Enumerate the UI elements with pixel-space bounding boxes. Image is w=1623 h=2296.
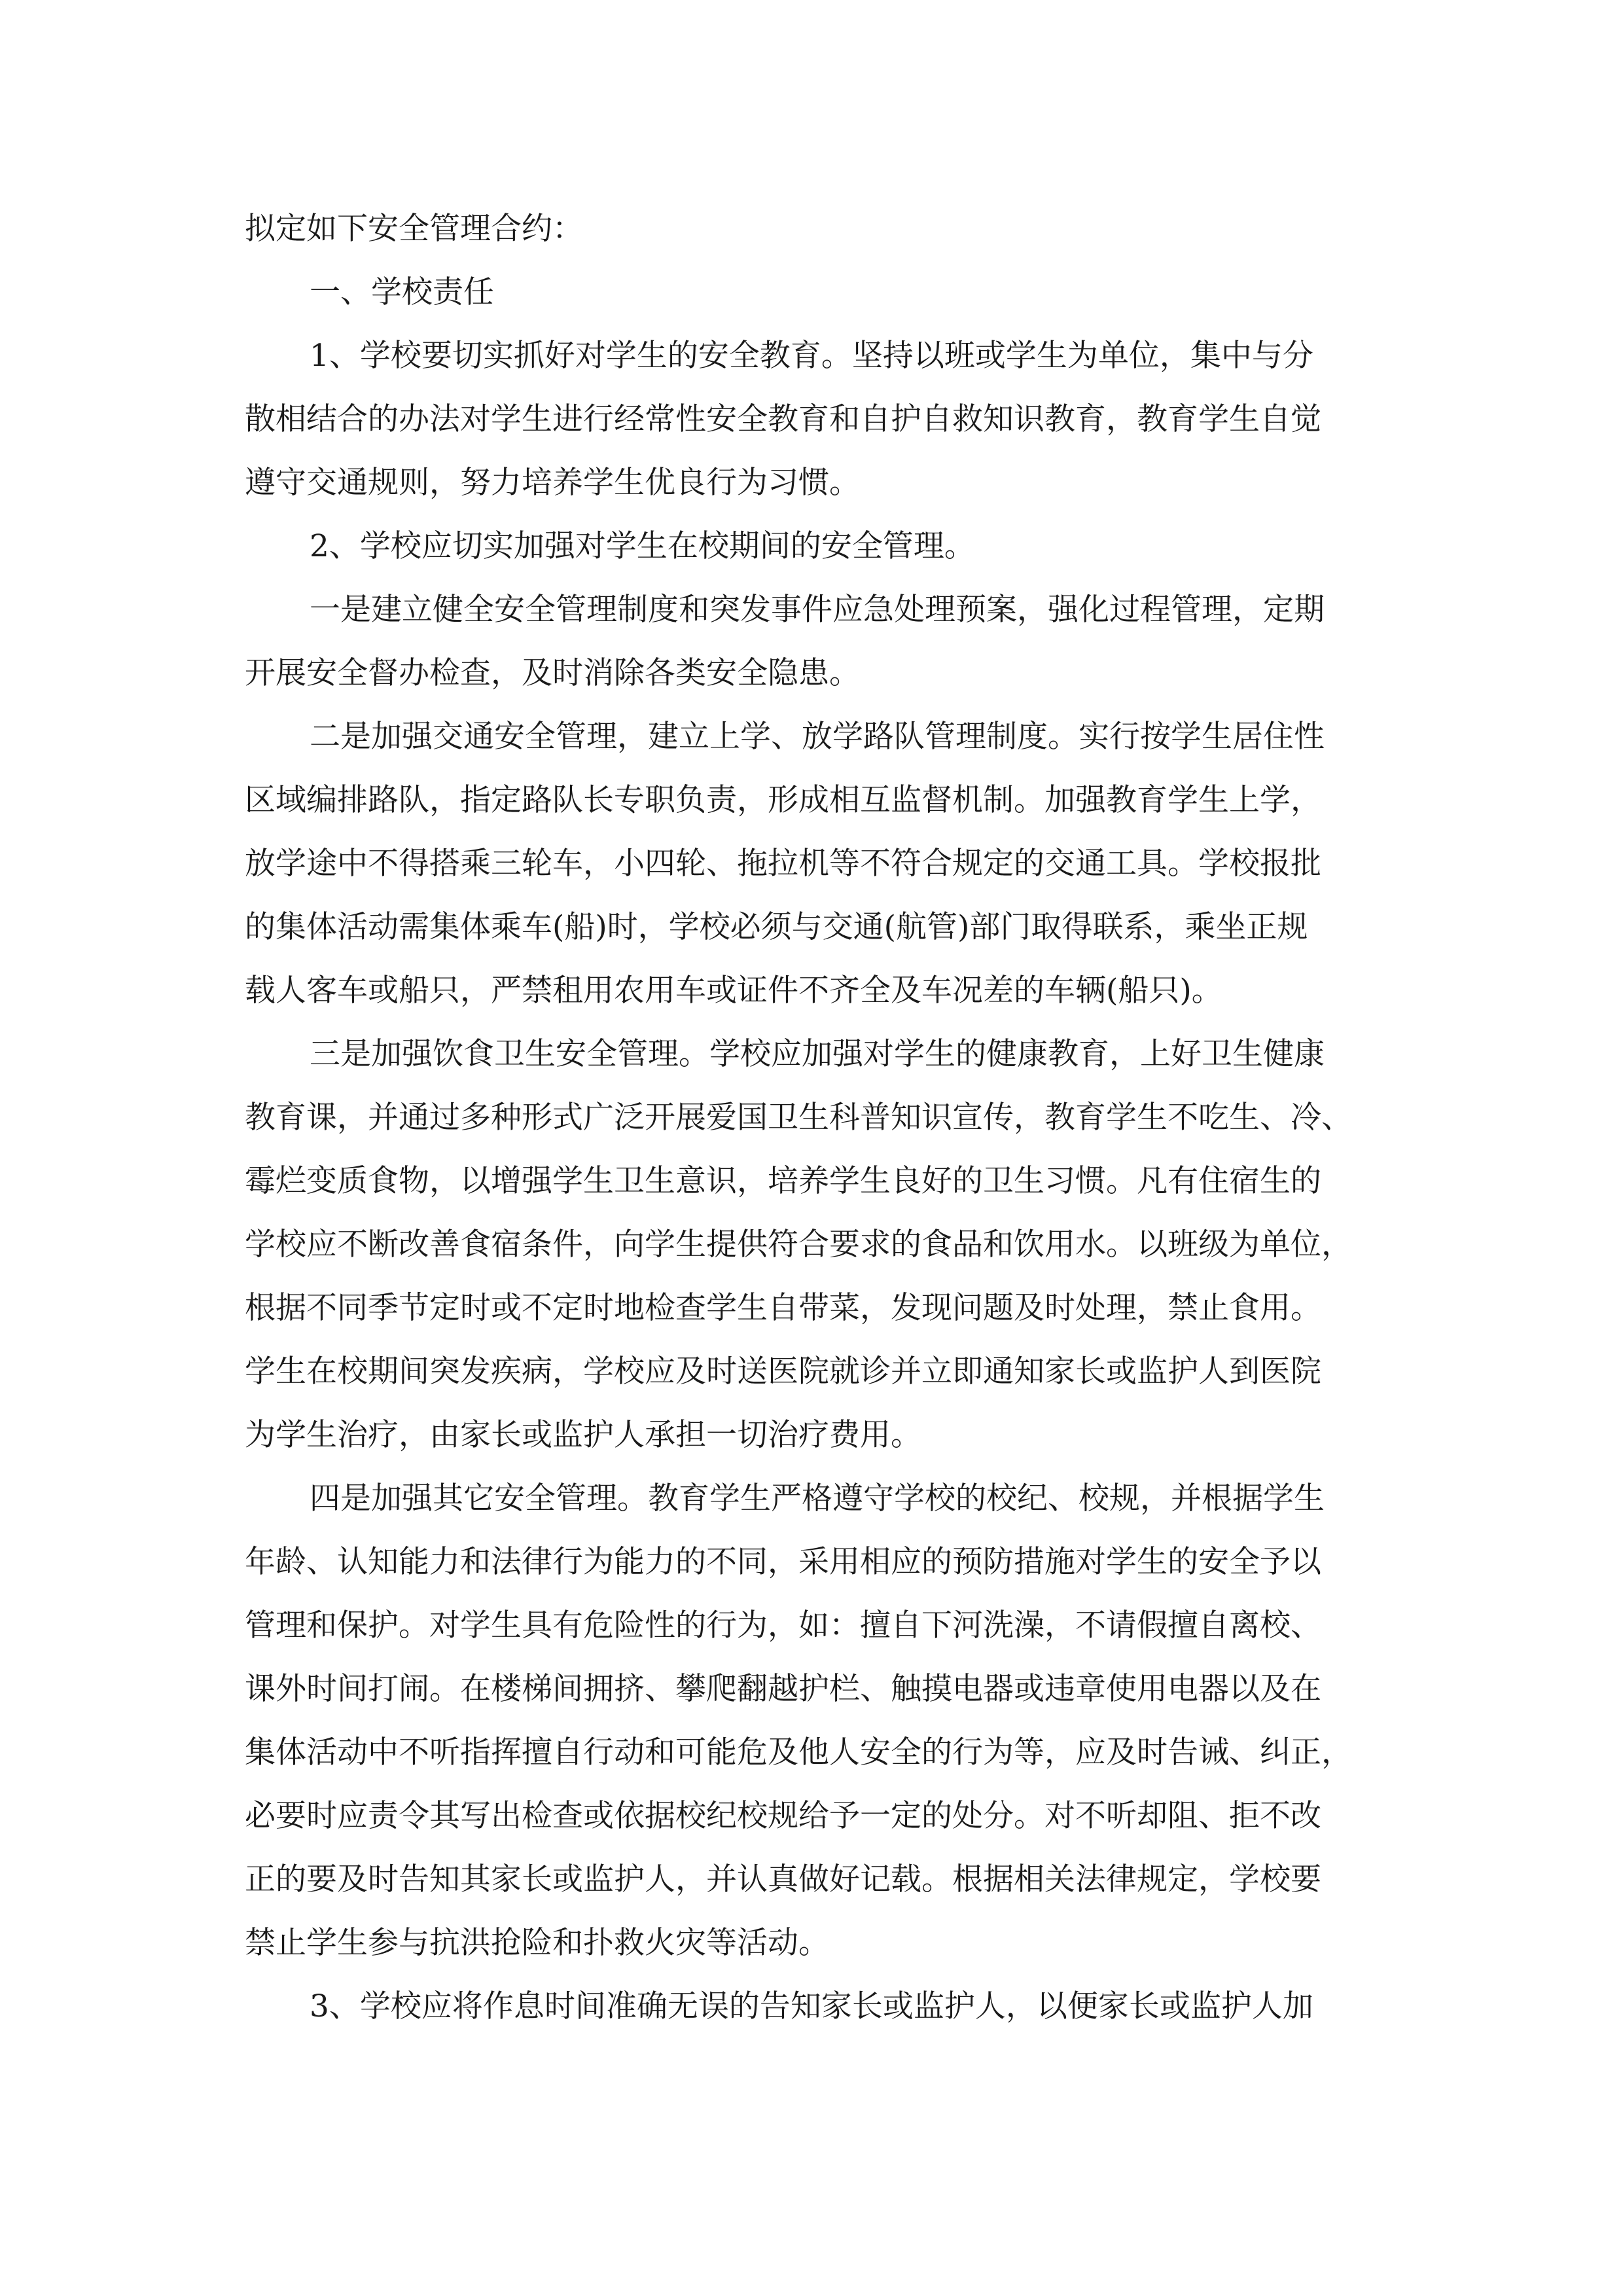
text-line: 年龄、认知能力和法律行为能力的不同，采用相应的预防措施对学生的安全予以	[245, 1544, 1321, 1580]
text-line: 集体活动中不听指挥擅自行动和可能危及他人安全的行为等，应及时告诫、纠正，	[245, 1734, 1352, 1770]
text-line: 2、学校应切实加强对学生在校期间的安全管理。	[310, 528, 975, 564]
text-line: 教育课，并通过多种形式广泛开展爱国卫生科普知识宣传，教育学生不吃生、冷、	[245, 1100, 1352, 1136]
text-line-intro: 拟定如下安全管理合约：	[245, 211, 583, 247]
text-line: 开展安全督办检查，及时消除各类安全隐患。	[245, 655, 860, 691]
text-line: 二是加强交通安全管理，建立上学、放学路队管理制度。实行按学生居住性	[310, 719, 1325, 755]
text-line: 区域编排路队，指定路队长专职负责，形成相互监督机制。加强教育学生上学，	[245, 782, 1321, 818]
text-line: 学校应不断改善食宿条件，向学生提供符合要求的食品和饮用水。以班级为单位，	[245, 1227, 1352, 1263]
text-line: 为学生治疗，由家长或监护人承担一切治疗费用。	[245, 1417, 921, 1453]
text-line: 载人客车或船只，严禁租用农用车或证件不齐全及车况差的车辆(船只)。	[245, 973, 1222, 1009]
text-line: 学生在校期间突发疾病，学校应及时送医院就诊并立即通知家长或监护人到医院	[245, 1354, 1321, 1390]
text-line: 课外时间打闹。在楼梯间拥挤、攀爬翻越护栏、触摸电器或违章使用电器以及在	[245, 1671, 1321, 1707]
text-line: 3、学校应将作息时间准确无误的告知家长或监护人，以便家长或监护人加	[310, 1988, 1313, 2024]
text-line: 遵守交通规则，努力培养学生优良行为习惯。	[245, 465, 860, 501]
text-line: 霉烂变质食物，以增强学生卫生意识，培养学生良好的卫生习惯。凡有住宿生的	[245, 1163, 1321, 1199]
text-line: 1、学校要切实抓好对学生的安全教育。坚持以班或学生为单位，集中与分	[310, 338, 1313, 374]
text-line: 的集体活动需集体乘车(船)时，学校必须与交通(航管)部门取得联系，乘坐正规	[245, 909, 1308, 945]
text-line: 放学途中不得搭乘三轮车，小四轮、拖拉机等不符合规定的交通工具。学校报批	[245, 846, 1321, 882]
text-line: 一是建立健全安全管理制度和突发事件应急处理预案，强化过程管理，定期	[310, 592, 1325, 628]
text-line: 管理和保护。对学生具有危险性的行为，如：擅自下河洗澡，不请假擅自离校、	[245, 1607, 1321, 1643]
text-line: 禁止学生参与抗洪抢险和扑救火灾等活动。	[245, 1925, 829, 1961]
text-line: 散相结合的办法对学生进行经常性安全教育和自护自救知识教育，教育学生自觉	[245, 401, 1321, 437]
text-line: 必要时应责令其写出检查或依据校纪校规给予一定的处分。对不听却阻、拒不改	[245, 1798, 1321, 1834]
text-line: 根据不同季节定时或不定时地检查学生自带菜，发现问题及时处理，禁止食用。	[245, 1290, 1321, 1326]
text-line: 正的要及时告知其家长或监护人，并认真做好记载。根据相关法律规定，学校要	[245, 1861, 1321, 1897]
text-line: 四是加强其它安全管理。教育学生严格遵守学校的校纪、校规，并根据学生	[310, 1480, 1325, 1516]
section-heading: 一、学校责任	[310, 274, 494, 310]
text-line: 三是加强饮食卫生安全管理。学校应加强对学生的健康教育，上好卫生健康	[310, 1036, 1325, 1072]
